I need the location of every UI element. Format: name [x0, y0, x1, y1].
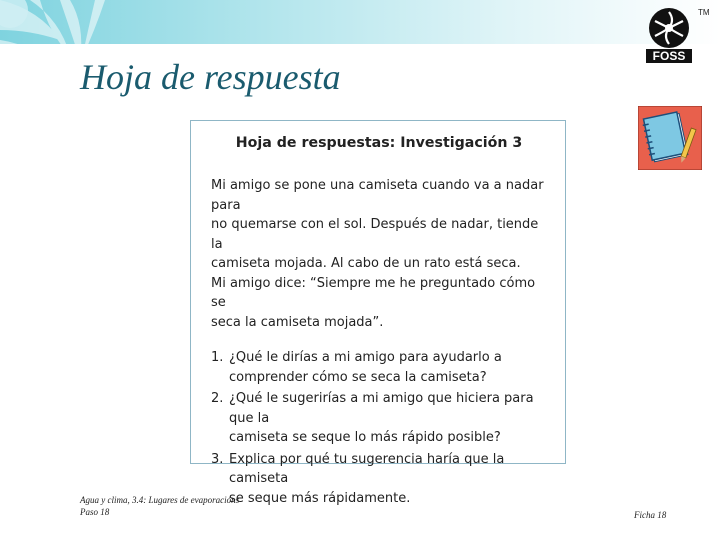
- page-title: Hoja de respuesta: [80, 57, 341, 97]
- foss-logo: [644, 6, 694, 64]
- trademark-mark: TM: [698, 8, 710, 17]
- question-text: ¿Qué le dirías a mi amigo para ayudarlo a comprender cómo se seca la camiseta?: [229, 350, 502, 385]
- question-number: 2.: [211, 391, 224, 406]
- footer-lesson: Agua y clima, 3.4: Lugares de evaporacións: [80, 495, 240, 505]
- question-number: 3.: [211, 451, 224, 467]
- footer-source: [80, 494, 239, 518]
- answer-sheet: [190, 120, 566, 506]
- notebook-icon: [638, 106, 702, 170]
- friend-quote-paragraph: Mi amigo dice: “Siempre me he preguntado cómo se seca la camiseta mojada”.: [211, 275, 536, 330]
- sheet-title: Hoja de respuestas: Investigación 3: [235, 135, 523, 151]
- question-item: [211, 450, 547, 509]
- footer-page-ref: Ficha 18: [634, 510, 667, 520]
- question-item: [211, 348, 547, 387]
- question-list: [211, 348, 547, 508]
- logo-text: FOSS: [652, 49, 686, 63]
- question-number: 1.: [211, 350, 224, 365]
- scenario-paragraph: Mi amigo se pone una camiseta cuando va a nadar para no quemarse con el sol. Después de nadar, tiende la camiseta mojada. Al cabo de un rato está seca.: [211, 178, 544, 271]
- footer-step: Paso 18: [80, 507, 110, 517]
- question-item: [211, 389, 547, 448]
- question-text: ¿Qué le sugerirías a mi amigo que hiciera para que la camiseta se seque lo más rápido posible?: [229, 391, 534, 445]
- question-text: Explica por qué tu sugerencia haría que la camiseta se seque más rápidamente.: [229, 451, 505, 506]
